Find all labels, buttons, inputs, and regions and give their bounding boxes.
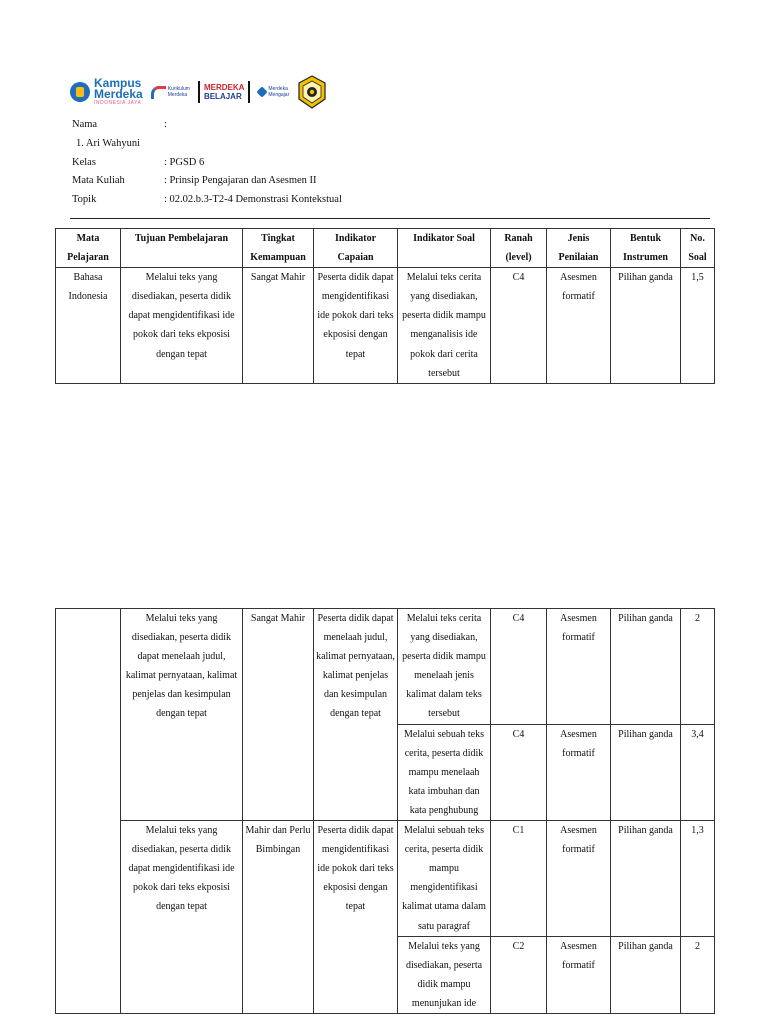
cell-jenis: Asesmen formatif	[547, 268, 611, 384]
cell-capaian: Peserta didik dapat mengidentifikasi ide pokok dari teks ekposisi dengan tepat	[314, 268, 398, 384]
cell-no: 1,3	[681, 821, 715, 937]
merdeka-mengajar-logo: Merdeka Mengajar	[258, 86, 289, 98]
cell-ranah: C4	[491, 609, 547, 725]
cell-jenis: Asesmen formatif	[547, 821, 611, 937]
cell-mapel-empty	[56, 609, 121, 1014]
cell-bentuk: Pilihan ganda	[611, 936, 681, 1013]
kampus-merdeka-logo: Kampus Merdeka INDONESIA JAYA	[70, 78, 143, 106]
cell-tingkat: Sangat Mahir	[243, 268, 314, 384]
cell-jenis: Asesmen formatif	[547, 724, 611, 820]
header-ranah: Ranah (level)	[491, 229, 547, 268]
header-tujuan-pembelajaran: Tujuan Pembelajaran	[121, 229, 243, 268]
cell-no: 1,5	[681, 268, 715, 384]
cell-tujuan: Melalui teks yang disediakan, peserta didik dapat mengidentifikasi ide pokok dari teks ekposisi dengan tepat	[121, 268, 243, 384]
cell-soal: Melalui teks cerita yang disediakan, peserta didik mampu menganalisis ide pokok dari cerita tersebut	[398, 268, 491, 384]
assessment-table-page1	[55, 228, 715, 384]
merdeka-belajar-logo: MERDEKA BELAJAR	[198, 81, 250, 103]
header-jenis-penilaian: Jenis Penilaian	[547, 229, 611, 268]
kampus-merdeka-icon	[70, 82, 90, 102]
cell-soal: Melalui teks yang disediakan, peserta didik mampu menunjukan ide	[398, 936, 491, 1013]
kurikulum-swoosh-icon	[151, 86, 166, 99]
cell-jenis: Asesmen formatif	[547, 936, 611, 1013]
cell-bentuk: Pilihan ganda	[611, 609, 681, 725]
cell-no: 2	[681, 936, 715, 1013]
merdeka-mengajar-icon	[257, 86, 268, 97]
cell-tingkat: Sangat Mahir	[243, 609, 314, 821]
table-header-row	[56, 229, 715, 268]
cell-tujuan: Melalui teks yang disediakan, peserta didik dapat menelaah judul, kalimat pernyataan, kalimat penjelas dan kesimpulan dengan tepat	[121, 609, 243, 821]
header-logos	[70, 72, 327, 112]
header-divider	[70, 218, 710, 219]
cell-soal: Melalui sebuah teks cerita, peserta didik mampu mengidentifikasi kalimat utama dalam satu paragraf	[398, 821, 491, 937]
cell-ranah: C4	[491, 268, 547, 384]
cell-jenis: Asesmen formatif	[547, 609, 611, 725]
cell-bentuk: Pilihan ganda	[611, 268, 681, 384]
university-seal-icon	[297, 75, 327, 109]
cell-bentuk: Pilihan ganda	[611, 724, 681, 820]
table-row	[56, 609, 715, 725]
table-row	[56, 268, 715, 384]
cell-ranah: C2	[491, 936, 547, 1013]
cell-no: 2	[681, 609, 715, 725]
cell-tujuan: Melalui teks yang disediakan, peserta didik dapat mengidentifikasi ide pokok dari teks ekposisi dengan tepat	[121, 821, 243, 1014]
cell-no: 3,4	[681, 724, 715, 820]
header-mata-pelajaran: Mata Pelajaran	[56, 229, 121, 268]
cell-capaian: Peserta didik dapat menelaah judul, kalimat pernyataan, kalimat penjelas dan kesimpulan dengan tepat	[314, 609, 398, 821]
kurikulum-merdeka-logo: Kurikulum Merdeka	[151, 86, 190, 99]
cell-ranah: C4	[491, 724, 547, 820]
cell-capaian: Peserta didik dapat mengidentifikasi ide pokok dari teks ekposisi dengan tepat	[314, 821, 398, 1014]
cell-bentuk: Pilihan ganda	[611, 821, 681, 937]
cell-tingkat: Mahir dan Perlu Bimbingan	[243, 821, 314, 1014]
header-indikator-capaian: Indikator Capaian	[314, 229, 398, 268]
cell-soal: Melalui teks cerita yang disediakan, peserta didik mampu menelaah jenis kalimat dalam teks tersebut	[398, 609, 491, 725]
header-tingkat-kemampuan: Tingkat Kemampuan	[243, 229, 314, 268]
cell-soal: Melalui sebuah teks cerita, peserta didik mampu menelaah kata imbuhan dan kata penghubung	[398, 724, 491, 820]
cell-ranah: C1	[491, 821, 547, 937]
assessment-table-page2	[55, 608, 715, 1014]
header-no-soal: No. Soal	[681, 229, 715, 268]
table-row	[56, 821, 715, 937]
cell-mapel: Bahasa Indonesia	[56, 268, 121, 384]
header-indikator-soal: Indikator Soal	[398, 229, 491, 268]
header-bentuk-instrumen: Bentuk Instrumen	[611, 229, 681, 268]
